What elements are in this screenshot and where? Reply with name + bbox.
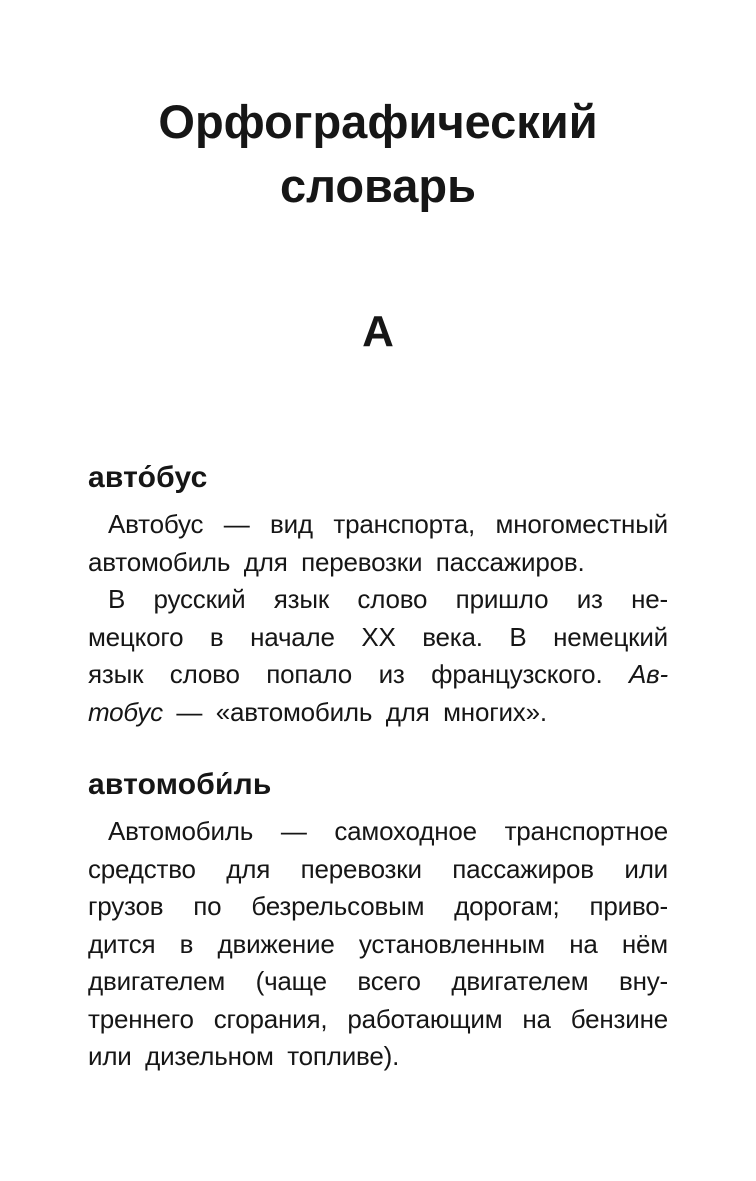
text-line: [88, 656, 668, 694]
text-line: [88, 506, 668, 544]
page-title: Орфографический словарь: [158, 95, 598, 212]
text-line: [88, 1038, 668, 1076]
text-segment: дится в движение установленным на нём: [88, 928, 668, 959]
italic-text-segment: тобус: [88, 696, 163, 727]
entry-paragraph: [88, 581, 668, 731]
text-segment: язык слово попало из французского.: [88, 659, 630, 689]
text-line: [88, 694, 668, 732]
text-line: [88, 851, 668, 889]
text-segment: мецкого в начале XX века. В немецкий: [88, 621, 668, 652]
text-line: [88, 813, 668, 851]
text-segment: В русский язык слово пришло из не-: [108, 584, 668, 614]
text-segment: — «автомобиль для многих».: [162, 696, 547, 727]
text-segment: или дизельном топливе).: [88, 1041, 400, 1071]
text-line: [88, 581, 668, 619]
text-segment: Автобус — вид транспорта, многоместный: [108, 509, 668, 539]
text-line: [88, 963, 668, 1001]
text-line: [88, 926, 668, 964]
text-segment: Автомобиль — самоходное транспортное: [108, 816, 668, 846]
text-segment: двигателем (чаще всего двигателем вну-: [88, 966, 668, 996]
text-segment: треннего сгорания, работающим на бензине: [88, 1003, 668, 1034]
entry-paragraph: [88, 506, 668, 581]
text-segment: автомобиль для перевозки пассажиров.: [88, 546, 585, 577]
dictionary-entry: [88, 767, 668, 1076]
text-line: [88, 1001, 668, 1039]
entry-paragraph: [88, 813, 668, 1076]
italic-text-segment: Ав-: [629, 659, 668, 689]
text-line: [88, 888, 668, 926]
text-line: [88, 619, 668, 657]
text-line: [88, 544, 668, 582]
entry-headword: авто́бус: [88, 461, 208, 494]
section-letter: А: [362, 307, 394, 356]
text-segment: грузов по безрельсовым дорогам; приво-: [88, 891, 668, 921]
entry-headword: автомоби́ль: [88, 768, 272, 801]
dictionary-entry: [88, 460, 668, 731]
entries-list: [0, 460, 756, 1076]
text-segment: средство для перевозки пассажиров или: [88, 853, 668, 884]
